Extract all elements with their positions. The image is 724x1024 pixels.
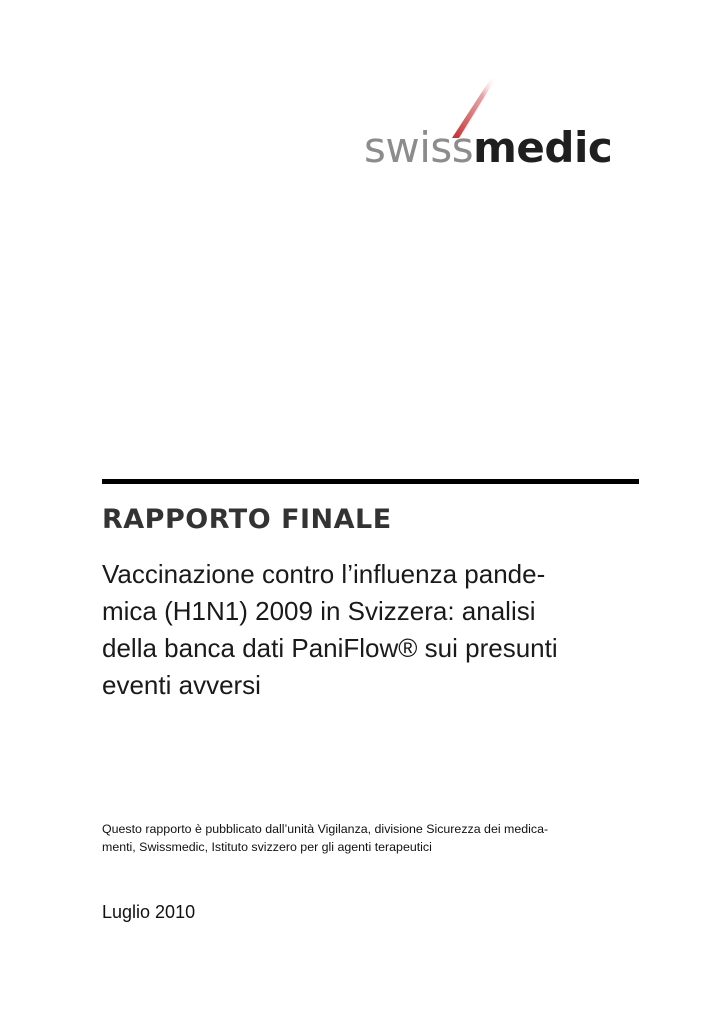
report-type-heading: RAPPORTO FINALE xyxy=(102,504,392,535)
swissmedic-logo xyxy=(360,70,650,180)
title-divider xyxy=(102,479,639,484)
report-title-line: eventi avversi xyxy=(102,670,261,700)
publisher-note-line: menti, Swissmedic, Istituto svizzero per gli agenti terapeutici xyxy=(102,840,432,854)
logo-text-swiss: swiss xyxy=(364,123,474,172)
logo-text-medic: medic xyxy=(473,123,613,172)
report-title-line: mica (H1N1) 2009 in Svizzera: analisi xyxy=(102,596,536,626)
publisher-note-line: Questo rapporto è pubblicato dall’unità Vigilanza, divisione Sicurezza dei medica- xyxy=(102,822,549,836)
report-title-line: della banca dati PaniFlow® sui presunti xyxy=(102,633,558,663)
publication-date: Luglio 2010 xyxy=(102,902,196,922)
report-title-line: Vaccinazione contro l’influenza pande- xyxy=(102,559,546,589)
publisher-note xyxy=(102,820,622,856)
report-title xyxy=(102,556,622,704)
logo-wordmark xyxy=(364,122,612,174)
